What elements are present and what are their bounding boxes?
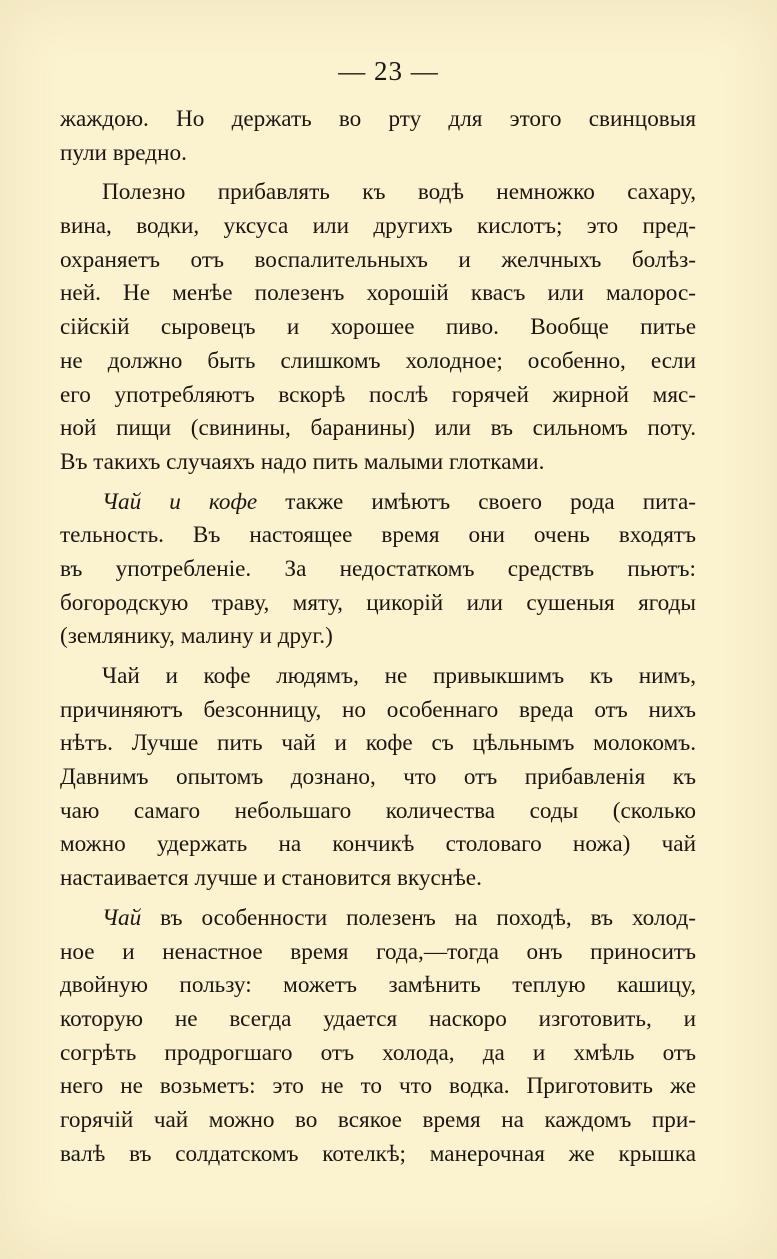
text-line: валѣ въ солдатскомъ котелкѣ; манерочная же крышка [60, 1140, 696, 1167]
text-fragment: также имѣютъ своего рода пита- [257, 488, 696, 515]
text-line: горячій чай можно во всякое время на каждомъ при- [60, 1106, 696, 1133]
text-line: ное и ненастное время года,—тогда онъ приноситъ [60, 938, 696, 965]
text-line: Полезно прибавлять къ водѣ немножко сахару, [102, 179, 696, 206]
page-number: — 23 — [338, 56, 439, 86]
text-fragment: въ особенности полезенъ на походѣ, въ холод- [141, 904, 696, 931]
text-line: сійскій сыровецъ и хорошее пиво. Вообще питье [60, 314, 696, 341]
text-line: пули вредно. [60, 139, 187, 166]
italic-term: Чай [102, 904, 142, 931]
text-line: вина, водки, уксуса или другихъ кислотъ; это пред- [60, 213, 696, 240]
text-line: причиняютъ безсонницу, но особеннаго вреда отъ нихъ [60, 696, 696, 723]
text-line: нѣтъ. Лучше пить чай и кофе съ цѣльнымъ молокомъ. [60, 730, 696, 757]
text-line [60, 902, 696, 936]
text-line: ной пищи (свинины, баранины) или въ сильномъ поту. [60, 415, 696, 442]
text-line: охраняетъ отъ воспалительныхъ и желчныхъ болѣз- [60, 246, 696, 273]
text-line [60, 486, 696, 520]
text-line: чаю самаго небольшаго количества соды (сколько [60, 797, 696, 824]
text-line: (землянику, малину и друг.) [60, 623, 333, 650]
text-line: его употребляютъ вскорѣ послѣ горячей жирной мяс- [60, 381, 696, 408]
italic-term: Чай и кофе [102, 488, 258, 515]
text-line: жаждою. Но держать во рту для этого свинцовыя [60, 106, 696, 132]
text-line: настаивается лучше и становится вкуснѣе. [60, 865, 482, 892]
page-body-text [60, 103, 696, 1171]
text-line: ней. Не менѣе полезенъ хорошій квасъ или малорос- [60, 280, 696, 307]
text-line: Давнимъ опытомъ дознано, что отъ прибавленія къ [60, 764, 696, 791]
text-line: можно удержать на кончикѣ столоваго ножа) чай [60, 831, 696, 858]
text-line: которую не всегда удается наскоро изготовить, и [60, 1005, 696, 1032]
text-line: тельность. Въ настоящее время они очень входятъ [60, 522, 696, 549]
text-line: него не возьметъ: это не то что водка. Приготовить же [60, 1073, 696, 1100]
text-line: согрѣть продрогшаго отъ холода, да и хмѣль отъ [60, 1039, 696, 1066]
text-line: не должно быть слишкомъ холодное; особенно, если [60, 347, 696, 374]
text-line: Въ такихъ случаяхъ надо пить малыми глотками. [60, 448, 545, 475]
text-line: Чай и кофе людямъ, не привыкшимъ къ нимъ, [102, 663, 696, 689]
text-line: богородскую траву, мяту, цикорій или сушеныя ягоды [60, 589, 696, 616]
text-line: въ употребленіе. За недостаткомъ средствъ пьютъ: [60, 555, 696, 582]
text-line: двойную пользу: можетъ замѣнить теплую кашицу, [60, 972, 696, 999]
